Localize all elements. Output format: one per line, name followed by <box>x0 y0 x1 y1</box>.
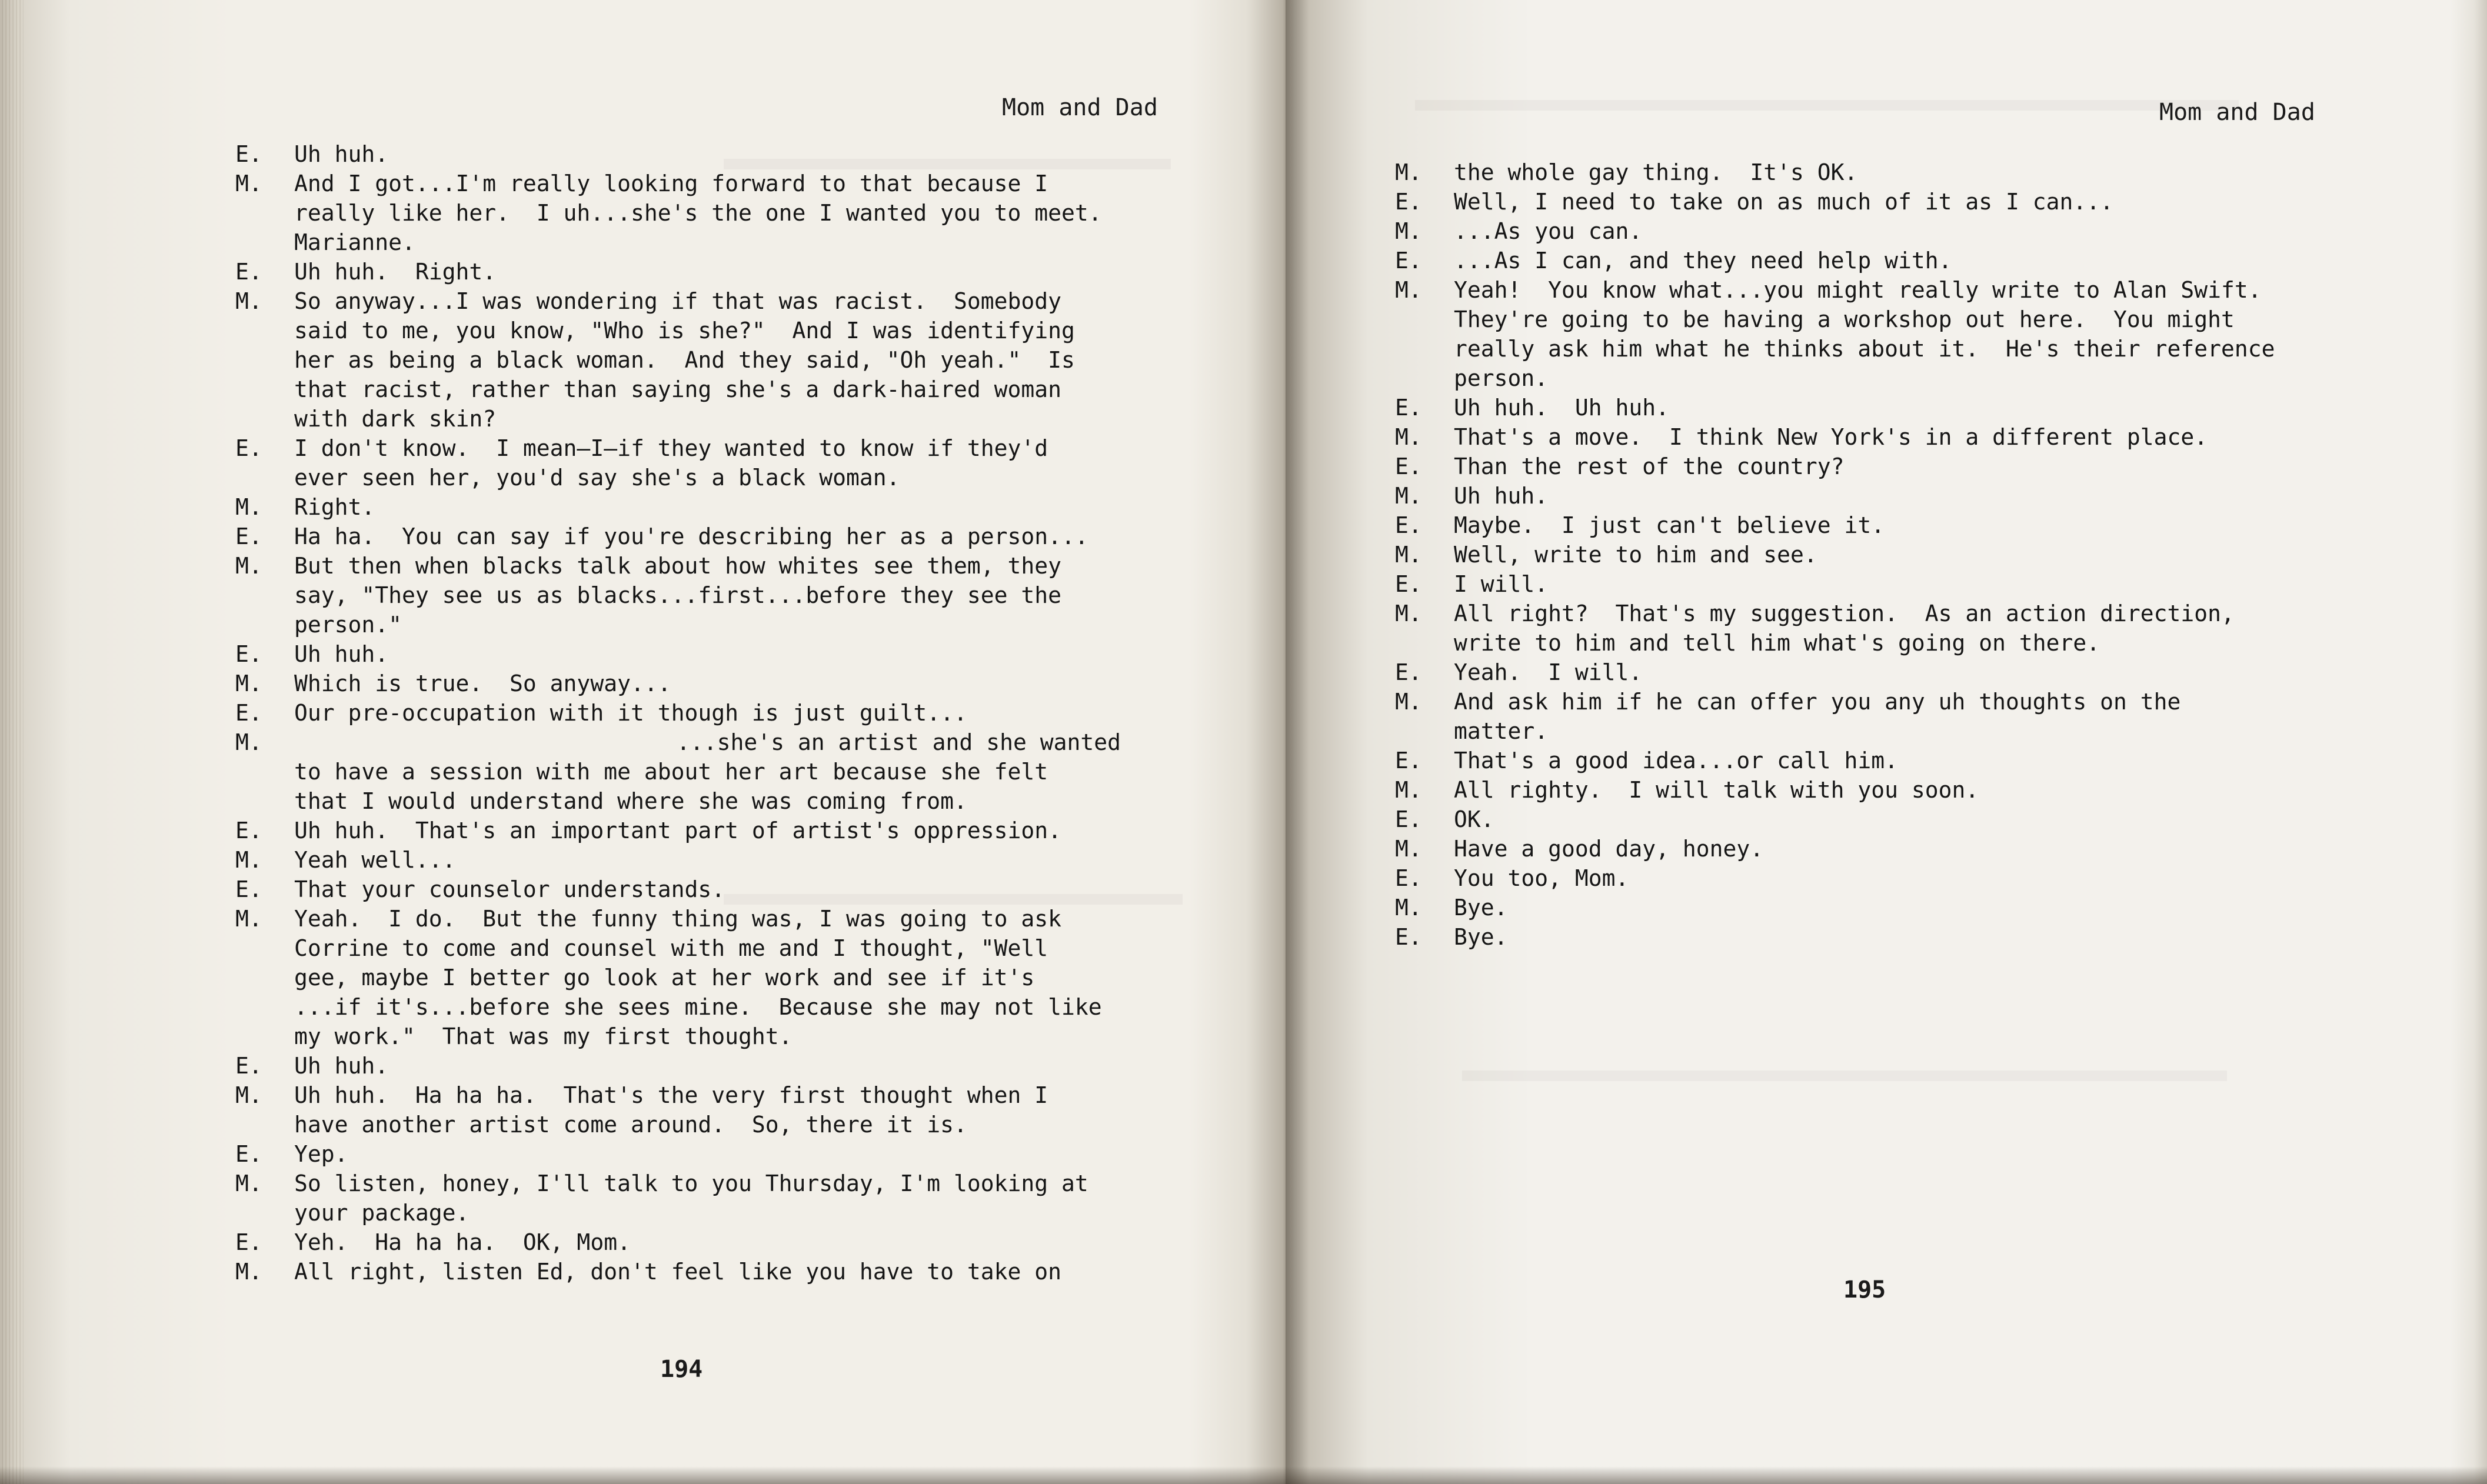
speaker-label: M. <box>235 494 262 520</box>
dialogue-text: ...if it's...before she sees mine. Because she may not like <box>294 994 1102 1020</box>
dialogue-text: Uh huh. <box>294 641 389 667</box>
transcript-line <box>235 610 1206 639</box>
speaker-label: E. <box>1395 512 1422 538</box>
speaker-label: M. <box>1395 218 1422 244</box>
bleed-through <box>1415 100 2239 111</box>
speaker-label: E. <box>235 435 262 461</box>
transcript-line <box>1395 540 2454 569</box>
speaker-label: E. <box>235 1229 262 1255</box>
transcript-line <box>1395 569 2454 599</box>
dialogue-text: Bye. <box>1454 924 1508 950</box>
speaker-label: E. <box>1395 659 1422 685</box>
speaker-label: M. <box>1395 836 1422 862</box>
transcript-line <box>235 139 1206 169</box>
dialogue-text: You too, Mom. <box>1454 865 1629 891</box>
transcript-line <box>235 845 1206 875</box>
transcript-line <box>235 669 1206 698</box>
speaker-label: E. <box>235 818 262 843</box>
right-page <box>1286 0 2487 1484</box>
transcript-line <box>235 728 1206 757</box>
speaker-label: E. <box>235 259 262 285</box>
page-edges <box>0 0 24 1484</box>
transcript-line <box>1395 805 2454 834</box>
speaker-label: E. <box>1395 189 1422 215</box>
dialogue-text: So anyway...I was wondering if that was racist. Somebody <box>294 288 1062 314</box>
speaker-label: E. <box>235 523 262 549</box>
speaker-label: E. <box>1395 806 1422 832</box>
transcript-line <box>235 933 1206 963</box>
transcript-line <box>1395 922 2454 952</box>
speaker-label: M. <box>235 1082 262 1108</box>
transcript-line <box>235 551 1206 581</box>
transcript-line <box>235 286 1206 316</box>
speaker-label: M. <box>235 729 262 755</box>
speaker-label: E. <box>235 876 262 902</box>
speaker-label: M. <box>1395 895 1422 921</box>
transcript-line <box>235 316 1206 345</box>
transcript-line <box>1395 599 2454 628</box>
dialogue-text: really like her. I uh...she's the one I wanted you to meet. <box>294 200 1102 226</box>
transcript-line <box>235 1257 1206 1286</box>
speaker-label: M. <box>235 1170 262 1196</box>
dialogue-text: Right. <box>294 494 375 520</box>
transcript-line <box>1395 511 2454 540</box>
speaker-label: E. <box>235 141 262 167</box>
dialogue-text: Yeah! You know what...you might really write to Alan Swift. <box>1454 277 2262 303</box>
dialogue-text: that I would understand where she was coming from. <box>294 788 967 814</box>
speaker-label: M. <box>1395 777 1422 803</box>
speaker-label: M. <box>235 671 262 696</box>
transcript-line <box>235 169 1206 198</box>
speaker-label: E. <box>235 1141 262 1167</box>
speaker-label: M. <box>235 906 262 932</box>
speaker-label: E. <box>1395 453 1422 479</box>
transcript-line <box>1395 716 2454 746</box>
dialogue-text: Have a good day, honey. <box>1454 836 1764 862</box>
dialogue-text: So listen, honey, I'll talk to you Thursday, I'm looking at <box>294 1170 1088 1196</box>
speaker-label: M. <box>1395 542 1422 568</box>
transcript-line <box>1395 775 2454 805</box>
transcript <box>1395 158 2454 952</box>
speaker-label: E. <box>1395 395 1422 421</box>
dialogue-text: person." <box>294 612 402 638</box>
transcript-line <box>1395 893 2454 922</box>
dialogue-text: And ask him if he can offer you any uh thoughts on the <box>1454 689 2181 715</box>
transcript-line <box>1395 275 2454 305</box>
dialogue-text: Maybe. I just can't believe it. <box>1454 512 1885 538</box>
transcript-line <box>1395 746 2454 775</box>
dialogue-text: Ha ha. You can say if you're describing her as a person... <box>294 523 1088 549</box>
transcript-line <box>1395 246 2454 275</box>
dialogue-text: That's a good idea...or call him. <box>1454 748 1898 773</box>
dialogue-text: Uh huh. Ha ha ha. That's the very first thought when I <box>294 1082 1048 1108</box>
dialogue-text: Yeah well... <box>294 847 456 873</box>
transcript-line <box>235 463 1206 492</box>
speaker-label: M. <box>1395 601 1422 626</box>
transcript-line <box>235 639 1206 669</box>
transcript-line <box>235 698 1206 728</box>
transcript-line <box>1395 658 2454 687</box>
dialogue-text: person. <box>1454 365 1549 391</box>
dialogue-text: Yep. <box>294 1141 348 1167</box>
transcript-line <box>235 875 1206 904</box>
transcript-line <box>1395 187 2454 216</box>
transcript-line <box>235 228 1206 257</box>
transcript-line <box>1395 687 2454 716</box>
speaker-label: E. <box>235 641 262 667</box>
dialogue-text: All right? That's my suggestion. As an action direction, <box>1454 601 2235 626</box>
dialogue-text: the whole gay thing. It's OK. <box>1454 159 1858 185</box>
dialogue-text: ever seen her, you'd say she's a black woman. <box>294 465 900 491</box>
transcript-line <box>235 404 1206 433</box>
dialogue-text: Our pre-occupation with it though is just guilt... <box>294 700 967 726</box>
speaker-label: M. <box>1395 424 1422 450</box>
transcript-line <box>235 522 1206 551</box>
dialogue-text: Bye. <box>1454 895 1508 921</box>
transcript-line <box>235 992 1206 1022</box>
speaker-label: E. <box>1395 865 1422 891</box>
transcript-line <box>235 1051 1206 1081</box>
speaker-label: M. <box>235 1259 262 1285</box>
dialogue-text: really ask him what he thinks about it. He's their reference <box>1454 336 2275 362</box>
dialogue-text: Well, I need to take on as much of it as I can... <box>1454 189 2114 215</box>
dialogue-text: Well, write to him and see. <box>1454 542 1817 568</box>
dialogue-text: ...she's an artist and she wanted <box>677 729 1121 755</box>
dialogue-text: All right, listen Ed, don't feel like you have to take on <box>294 1259 1062 1285</box>
transcript-line <box>235 257 1206 286</box>
transcript-line <box>235 1139 1206 1169</box>
dialogue-text: write to him and tell him what's going on there. <box>1454 630 2100 656</box>
transcript-line <box>235 904 1206 933</box>
speaker-label: M. <box>235 288 262 314</box>
dialogue-text: that racist, rather than saying she's a dark-haired woman <box>294 376 1062 402</box>
speaker-label: E. <box>1395 571 1422 597</box>
transcript-line <box>1395 481 2454 511</box>
dialogue-text: OK. <box>1454 806 1494 832</box>
dialogue-text: Yeah. I will. <box>1454 659 1643 685</box>
transcript-line <box>235 375 1206 404</box>
bottom-shadow <box>0 1466 2487 1484</box>
running-header: Mom and Dad <box>2159 99 2315 126</box>
dialogue-text: But then when blacks talk about how whites see them, they <box>294 553 1062 579</box>
transcript-line <box>1395 334 2454 364</box>
bleed-through <box>1462 1071 2227 1081</box>
dialogue-text: Uh huh. <box>294 141 389 167</box>
dialogue-text: I will. <box>1454 571 1549 597</box>
speaker-label: E. <box>1395 748 1422 773</box>
speaker-label: M. <box>1395 277 1422 303</box>
dialogue-text: gee, maybe I better go look at her work and see if it's <box>294 965 1035 991</box>
transcript-line <box>235 1110 1206 1139</box>
dialogue-text: said to me, you know, "Who is she?" And I was identifying <box>294 318 1075 344</box>
dialogue-text: ...As I can, and they need help with. <box>1454 248 1952 274</box>
transcript-line <box>235 198 1206 228</box>
dialogue-text: Yeah. I do. But the funny thing was, I was going to ask <box>294 906 1062 932</box>
dialogue-text: Marianne. <box>294 229 415 255</box>
speaker-label: M. <box>235 553 262 579</box>
transcript-line <box>235 1022 1206 1051</box>
dialogue-text: They're going to be having a workshop out here. You might <box>1454 306 2235 332</box>
transcript-line <box>235 816 1206 845</box>
speaker-label: M. <box>235 847 262 873</box>
dialogue-text: my work." That was my first thought. <box>294 1023 793 1049</box>
dialogue-text: And I got...I'm really looking forward to that because I <box>294 171 1048 196</box>
transcript-line <box>235 433 1206 463</box>
transcript-line <box>1395 393 2454 422</box>
transcript-line <box>235 345 1206 375</box>
dialogue-text: Yeh. Ha ha ha. OK, Mom. <box>294 1229 631 1255</box>
speaker-label: E. <box>1395 248 1422 274</box>
speaker-label: E. <box>235 1053 262 1079</box>
transcript-line <box>235 786 1206 816</box>
transcript-line <box>235 1169 1206 1198</box>
speaker-label: M. <box>235 171 262 196</box>
dialogue-text: to have a session with me about her art because she felt <box>294 759 1048 785</box>
running-header: Mom and Dad <box>1002 94 1158 121</box>
dialogue-text: Corrine to come and counsel with me and I thought, "Well <box>294 935 1048 961</box>
dialogue-text: Uh huh. <box>1454 483 1549 509</box>
transcript-line <box>1395 834 2454 863</box>
dialogue-text: All righty. I will talk with you soon. <box>1454 777 1979 803</box>
transcript <box>235 139 1206 1286</box>
dialogue-text: Uh huh. Uh huh. <box>1454 395 1670 421</box>
transcript-line <box>235 581 1206 610</box>
transcript-line <box>1395 364 2454 393</box>
transcript-line <box>1395 422 2454 452</box>
dialogue-text: say, "They see us as blacks...first...before they see the <box>294 582 1062 608</box>
dialogue-text: Uh huh. That's an important part of artist's oppression. <box>294 818 1062 843</box>
dialogue-text: your package. <box>294 1200 470 1226</box>
dialogue-text: Which is true. So anyway... <box>294 671 671 696</box>
transcript-line <box>1395 305 2454 334</box>
dialogue-text: Than the rest of the country? <box>1454 453 1845 479</box>
transcript-line <box>1395 863 2454 893</box>
dialogue-text: have another artist come around. So, there it is. <box>294 1112 967 1138</box>
speaker-label: E. <box>1395 924 1422 950</box>
transcript-line <box>1395 628 2454 658</box>
transcript-line <box>235 757 1206 786</box>
dialogue-text: That's a move. I think New York's in a different place. <box>1454 424 2208 450</box>
speaker-label: E. <box>235 700 262 726</box>
transcript-line <box>235 1228 1206 1257</box>
transcript-line <box>1395 216 2454 246</box>
transcript-line <box>235 1081 1206 1110</box>
speaker-label: M. <box>1395 159 1422 185</box>
transcript-line <box>235 492 1206 522</box>
dialogue-text: ...As you can. <box>1454 218 1643 244</box>
page-number: 194 <box>660 1356 703 1383</box>
page-number: 195 <box>1843 1276 1886 1303</box>
dialogue-text: matter. <box>1454 718 1549 744</box>
transcript-line <box>1395 452 2454 481</box>
speaker-label: M. <box>1395 689 1422 715</box>
dialogue-text: her as being a black woman. And they said, "Oh yeah." Is <box>294 347 1075 373</box>
dialogue-text: I don't know. I mean—I—if they wanted to know if they'd <box>294 435 1048 461</box>
dialogue-text: with dark skin? <box>294 406 497 432</box>
speaker-label: M. <box>1395 483 1422 509</box>
transcript-line <box>235 963 1206 992</box>
dialogue-text: Uh huh. Right. <box>294 259 497 285</box>
transcript-line <box>1395 158 2454 187</box>
dialogue-text: That your counselor understands. <box>294 876 725 902</box>
transcript-line <box>235 1198 1206 1228</box>
dialogue-text: Uh huh. <box>294 1053 389 1079</box>
